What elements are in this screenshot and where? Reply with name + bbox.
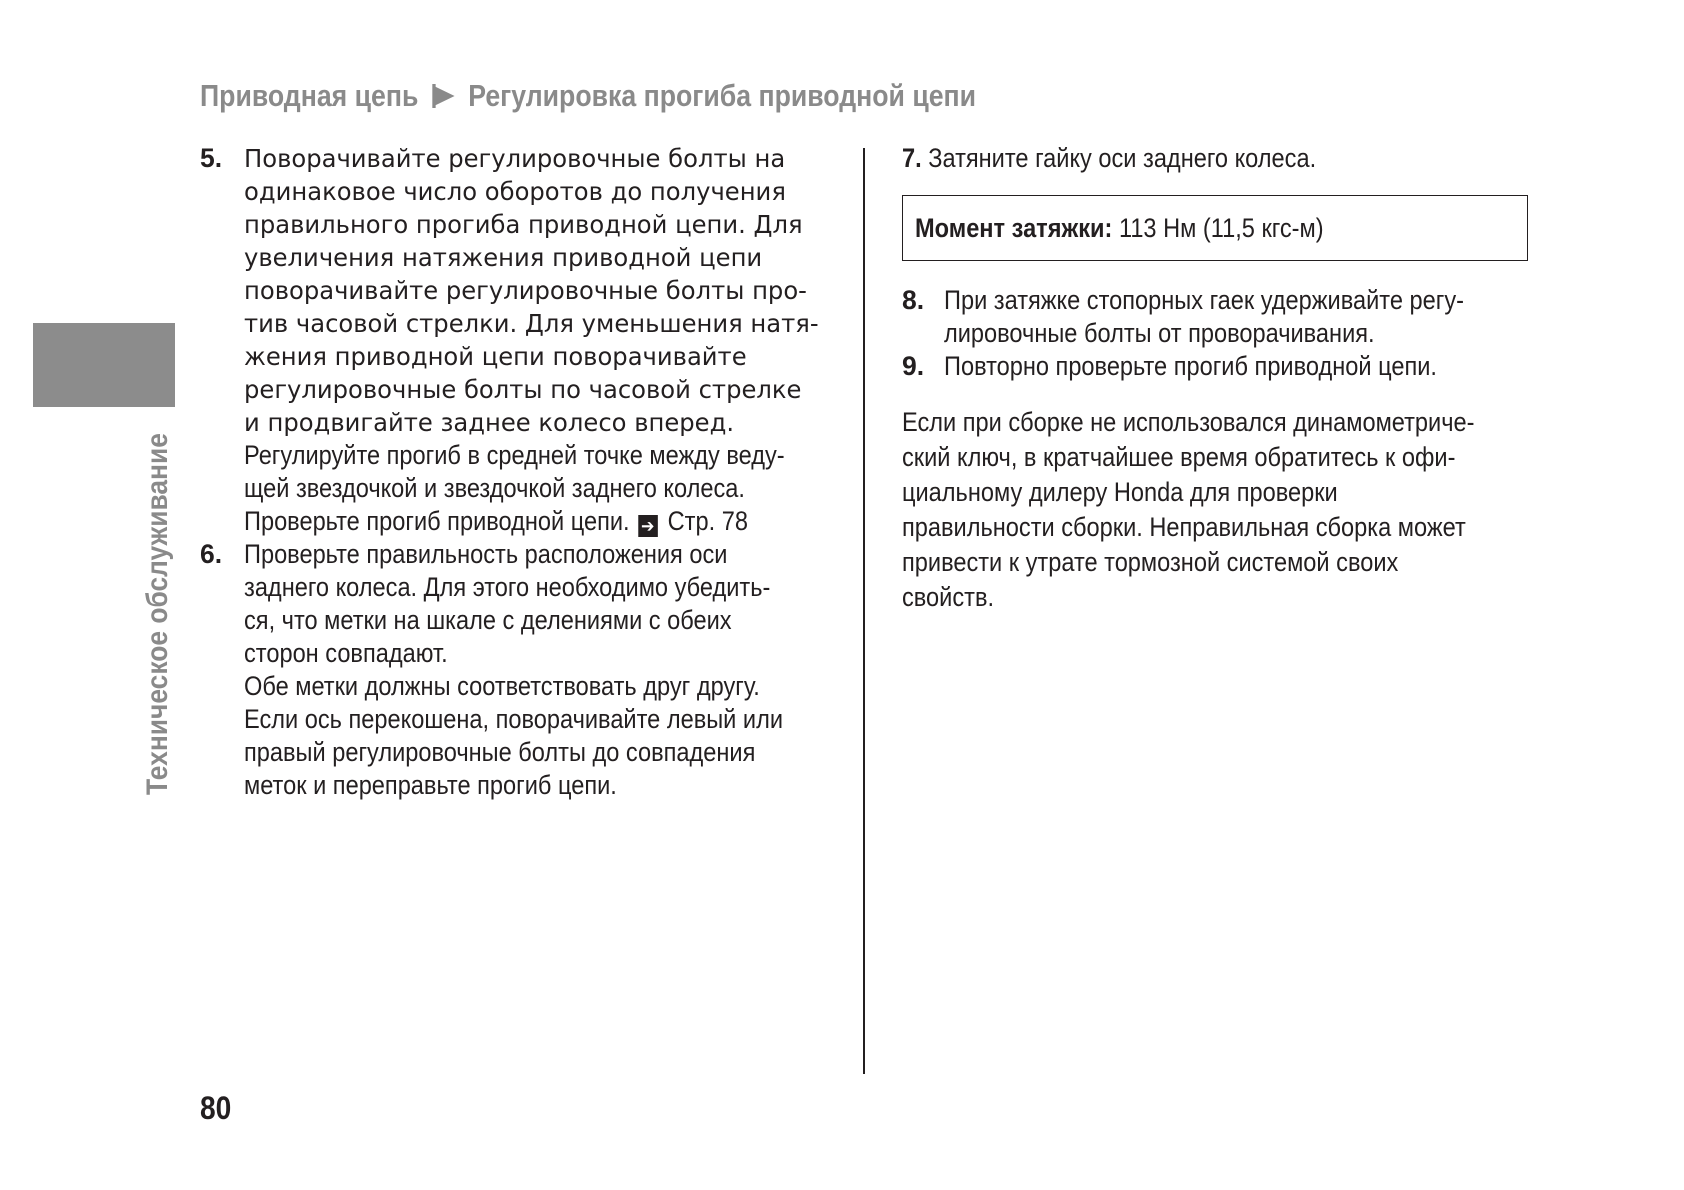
step-7-line <box>902 142 1472 175</box>
text-line: правый регулировочные болты до совпадения <box>244 737 756 767</box>
check-text: Проверьте прогиб приводной цепи. <box>244 506 630 536</box>
column-divider <box>863 148 865 1074</box>
step-6 <box>200 538 840 802</box>
header-section: Приводная цепь <box>200 78 419 113</box>
page-reference[interactable]: Стр. 78 <box>667 506 748 536</box>
step-5 <box>200 142 840 538</box>
step-9 <box>902 350 1542 383</box>
page-reference-arrow-icon: ➔ <box>638 515 658 537</box>
page-number: 80 <box>200 1090 232 1126</box>
step-5-intro <box>244 142 840 439</box>
text-line: поворачивайте регулировочные болты про- <box>244 276 807 305</box>
text-line: Если ось перекошена, поворачивайте левый или <box>244 704 784 734</box>
check-line <box>244 505 774 538</box>
warning-note <box>902 405 1542 615</box>
step-5-detail <box>244 439 840 538</box>
torque-spec-line <box>915 212 1324 245</box>
step-7-text: Затяните гайку оси заднего колеса. <box>928 143 1317 173</box>
text-line: сторон совпадают. <box>244 638 448 668</box>
header-subsection: Регулировка прогиба приводной цепи <box>468 78 977 113</box>
step-number: 8. <box>902 285 925 315</box>
text-line: заднего колеса. Для этого необходимо убедить- <box>244 572 771 602</box>
page-header <box>200 78 976 114</box>
text-line: Поворачивайте регулировочные болты на <box>244 144 786 173</box>
text-line: свойств. <box>902 582 995 612</box>
text-line: и продвигайте заднее колесо вперед. <box>244 408 735 437</box>
text-line: Регулируйте прогиб в средней точке между веду- <box>244 440 785 470</box>
text-line: правильности сборки. Неправильная сборка может <box>902 512 1466 542</box>
text-line: тив часовой стрелки. Для уменьшения натя- <box>244 309 819 338</box>
text-line: лировочные болты от проворачивания. <box>944 318 1375 348</box>
text-line: правильного прогиба приводной цепи. Для <box>244 210 803 239</box>
text-line: увеличения натяжения приводной цепи <box>244 243 763 272</box>
text-line: Проверьте правильность расположения оси <box>244 539 728 569</box>
text-line: жения приводной цепи поворачивайте <box>244 342 747 371</box>
text-line: меток и переправьте прогиб цепи. <box>244 770 617 800</box>
text-line: Повторно проверьте прогиб приводной цепи. <box>944 351 1437 381</box>
step-7 <box>902 142 1542 175</box>
torque-label: Момент затяжки: <box>915 213 1113 243</box>
text-line: циальному дилеру Honda для проверки <box>902 477 1338 507</box>
text-line: Обе метки должны соответствовать друг другу. <box>244 671 760 701</box>
torque-spec-box <box>902 195 1528 261</box>
step-8 <box>902 284 1542 350</box>
flag-arrow-icon <box>432 84 456 108</box>
text-line: регулировочные болты по часовой стрелке <box>244 375 802 404</box>
side-tab-label: Техническое обслуживание <box>141 433 174 795</box>
left-column <box>200 142 840 802</box>
text-line: одинаковое число оборотов до получения <box>244 177 786 206</box>
text-line: привести к утрате тормозной системой своих <box>902 547 1399 577</box>
text-line: ский ключ, в кратчайшее время обратитесь к офи- <box>902 442 1456 472</box>
text-line: ся, что метки на шкале с делениями с обеих <box>244 605 732 635</box>
side-tab-marker <box>33 323 175 407</box>
step-number: 7. <box>902 143 922 173</box>
text-line: При затяжке стопорных гаек удерживайте регу- <box>944 285 1464 315</box>
text-line: Если при сборке не использовался динамометриче- <box>902 407 1475 437</box>
text-line: щей звездочкой и звездочкой заднего колеса. <box>244 473 745 503</box>
step-number: 5. <box>200 143 223 173</box>
torque-value: 113 Нм (11,5 кгс-м) <box>1118 213 1324 243</box>
step-number: 6. <box>200 539 223 569</box>
step-number: 9. <box>902 351 925 381</box>
steps-8-9 <box>902 284 1542 383</box>
